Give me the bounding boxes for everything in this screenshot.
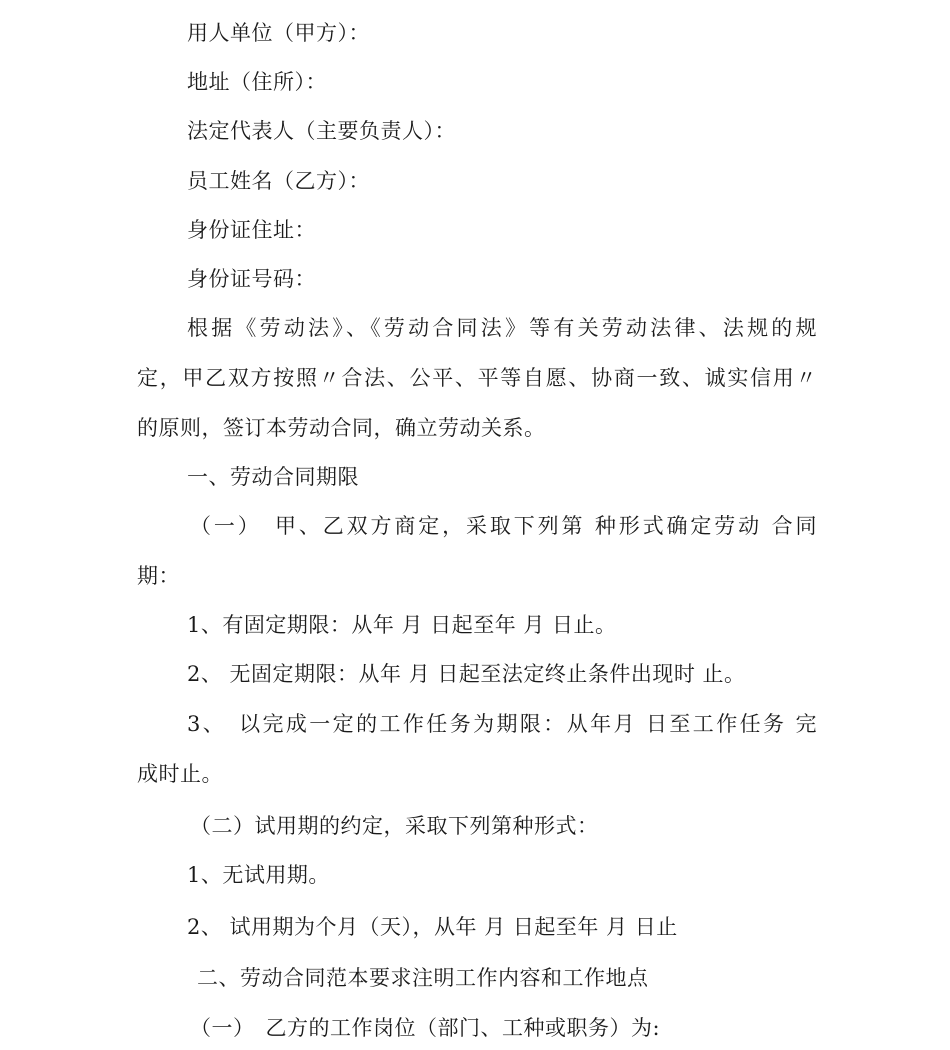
address-label: 地址（住所）： (187, 70, 327, 94)
section-2-title: 二、劳动合同范本要求注明工作内容和工作地点 (197, 966, 649, 990)
clause-1-2: （二）试用期的约定，采取下列第种形式： (190, 814, 599, 838)
trial-item-2: 2、 试用期为个月（天），从年 月 日起至年 月 日止 (187, 915, 678, 939)
term-item-1: 1、有固定期限：从年 月 日起至年 月 日止。 (187, 613, 617, 637)
section-1-title: 一、劳动合同期限 (187, 465, 359, 489)
id-number-label: 身份证号码： (187, 267, 316, 291)
term-item-3-line-1: 3、 以完成一定的工作任务为期限：从年月 日至工作任务 完 (187, 712, 817, 736)
legal-rep-label: 法定代表人（主要负责人）： (187, 119, 456, 143)
trial-item-1: 1、无试用期。 (187, 863, 330, 887)
id-address-label: 身份证住址： (187, 218, 316, 242)
clause-1-1-line-2: 期： (137, 564, 180, 588)
preamble-line-2: 定，甲乙双方按照〃合法、公平、平等自愿、协商一致、诚实信用〃 (137, 366, 817, 390)
party-a-label: 用人单位（甲方）： (187, 21, 370, 45)
term-item-3-line-2: 成时止。 (137, 762, 223, 786)
preamble-line-1: 根据《劳动法》、《劳动合同法》等有关劳动法律、法规的规 (187, 316, 817, 340)
clause-1-1-line-1: （一） 甲、乙双方商定，采取下列第 种形式确定劳动 合同 (190, 514, 817, 538)
term-item-2: 2、 无固定期限：从年 月 日起至法定终止条件出现时 止。 (187, 662, 746, 686)
preamble-line-3: 的原则，签订本劳动合同，确立劳动关系。 (137, 416, 546, 440)
party-b-name-label: 员工姓名（乙方）： (187, 169, 370, 193)
clause-2-1: （一） 乙方的工作岗位（部门、工种或职务）为: (190, 1016, 661, 1040)
